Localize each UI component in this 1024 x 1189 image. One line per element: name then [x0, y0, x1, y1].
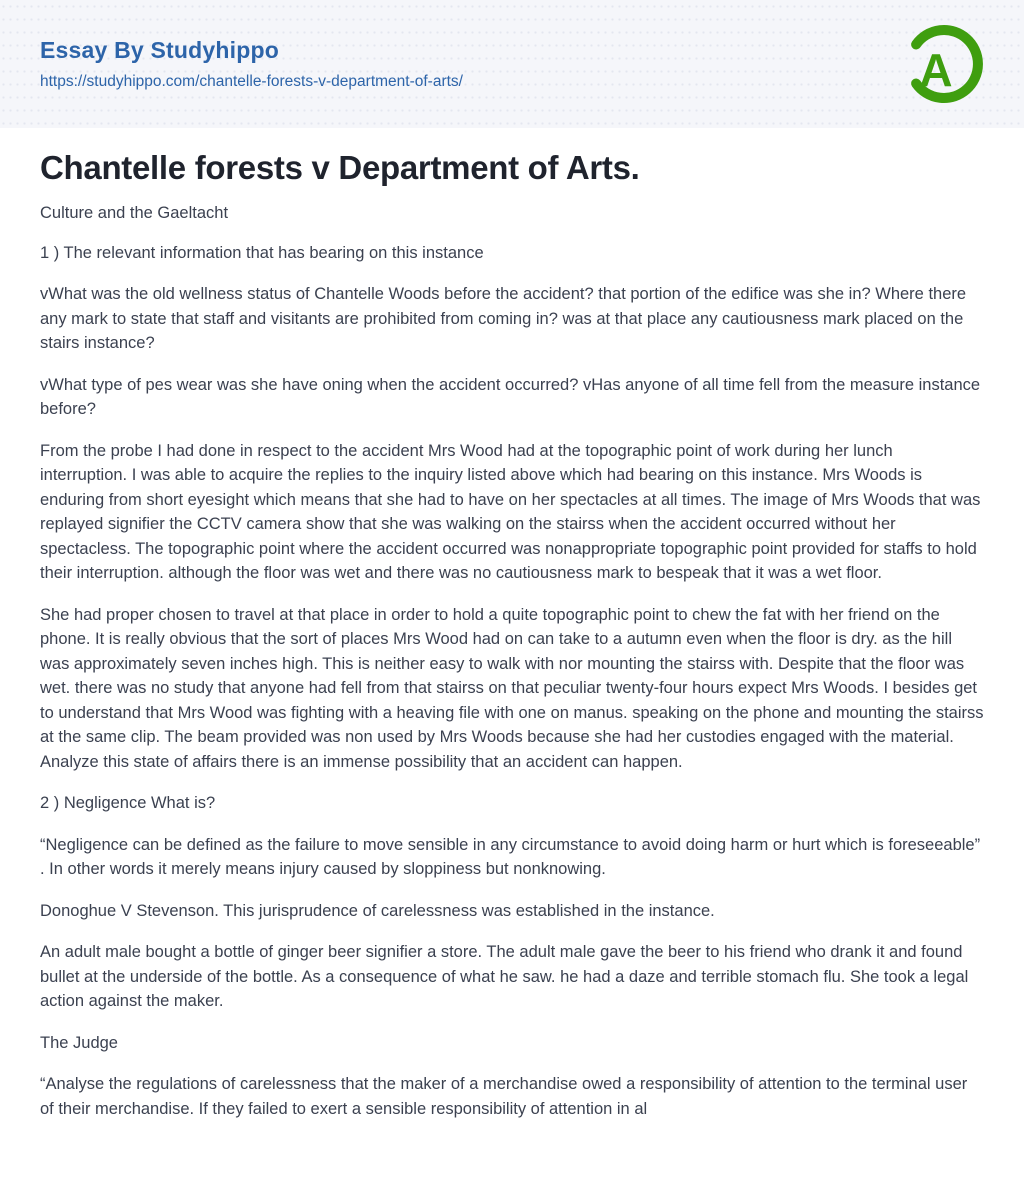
section-2-heading: 2 ) Negligence What is?	[40, 794, 216, 812]
site-label: Essay By Studyhippo	[40, 37, 279, 63]
judge-label: The Judge	[40, 1033, 118, 1052]
essay-subtitle: Culture and the Gaeltacht	[40, 204, 229, 222]
studyhippo-logo	[902, 18, 986, 110]
page-url-link[interactable]: https://studyhippo.com/chantelle-forests-v-department-of-arts/	[40, 73, 463, 90]
judge-quote-paragraph: “Analyse the regulations of carelessness that the maker of a merchandise owed a responsibility of attention to the terminal user of their merchandise. If they failed to exert a sensible responsibility of attention in al	[40, 1075, 968, 1118]
ginger-beer-paragraph: An adult male bought a bottle of ginger beer signifier a store. The adult male gave the beer to his friend who drank it and found bullet at the underside of the bottle. As a consequence of what he saw. he had a daze and terrible stomach flu. She took a legal action against the maker.	[40, 943, 969, 1010]
body-paragraph-probe: From the probe I had done in respect to the accident Mrs Wood had at the topographic point of work during her lunch interruption. I was able to acquire the replies to the inquiry listed above which had bearing on this instance. Mrs Woods is enduring from short eyesight which means that she had to have on her spectacles at all times. The image of Mrs Woods that was replayed signifier the CCTV camera show that she was walking on the stairss when the accident occurred without her spectacless. The topographic point where the accident occurred was nonappropriate topographic point provided for staffs to hold their interruption. although the floor was wet and there was no cautiousness mark to bespeak that it was a wet floor.	[40, 441, 981, 582]
essay-content	[0, 128, 1024, 1121]
site-header	[0, 0, 1024, 128]
logo-arc-icon	[902, 20, 986, 108]
logo-letter: A	[919, 44, 953, 96]
question-paragraph-1: vWhat was the old wellness status of Chantelle Woods before the accident? that portion of the edifice was she in? Where there any mark to state that staff and visitants are prohibited from coming in? was at that place any cautiousness mark placed on the stairs instance?	[40, 285, 967, 352]
header-text-block	[40, 37, 463, 91]
body-paragraph-analysis: She had proper chosen to travel at that place in order to hold a quite topographic point to chew the fat with her friend on the phone. It is really obvious that the sort of places Mrs Wood had on can take to a autumn even when the floor is dry. as the hill was approximately seven inches high. This is neither easy to walk with nor mounting the stairss with. Despite that the floor was wet. there was no study that anyone had fell from that stairss on that peculiar twenty-four hours expect Mrs Woods. I besides get to understand that Mrs Wood was fighting with a heaving file with one on manus. speaking on the phone and mounting the stairss at the same clip. The beam provided was non used by Mrs Woods because she had her custodies engaged with the material. Analyze this state of affairs there is an immense possibility that an accident can happen.	[40, 605, 984, 771]
negligence-definition-paragraph: “Negligence can be defined as the failure to move sensible in any circumstance to avoid doing harm or hurt which is foreseeable” . In other words it merely means injury caused by sloppiness but nonknowing.	[40, 835, 981, 878]
section-1-heading: 1 ) The relevant information that has bearing on this instance	[40, 243, 484, 262]
essay-title: Chantelle forests v Department of Arts.	[40, 149, 640, 186]
donoghue-paragraph: Donoghue V Stevenson. This jurisprudence of carelessness was established in the instance.	[40, 901, 715, 920]
question-paragraph-2: vWhat type of pes wear was she have oning when the accident occurred? vHas anyone of all time fell from the measure instance before?	[40, 375, 981, 418]
